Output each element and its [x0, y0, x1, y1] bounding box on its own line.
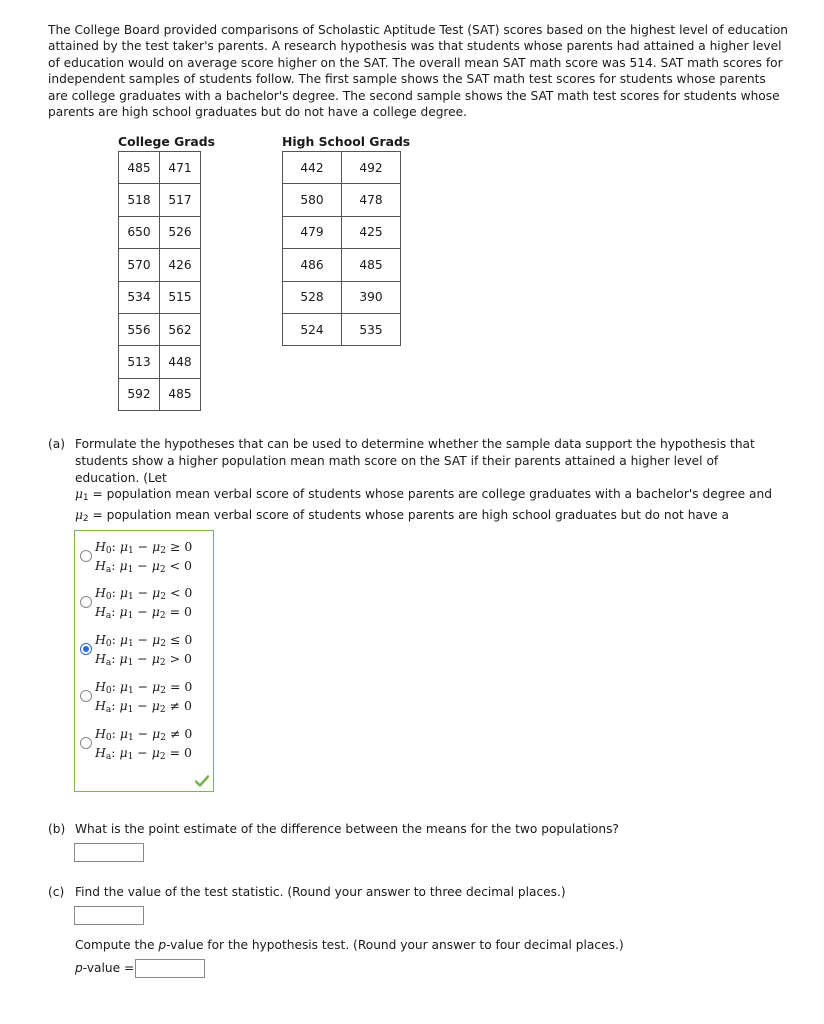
table-cell: 426: [160, 249, 201, 281]
table-cell: 478: [342, 184, 401, 216]
h0-operator: ≤ 0: [169, 632, 193, 647]
test-statistic-input[interactable]: [74, 906, 144, 925]
table-cell: 425: [342, 216, 401, 248]
high-school-grads-title: High School Grads: [282, 134, 411, 149]
point-estimate-input[interactable]: [74, 843, 144, 862]
ha-operator: < 0: [169, 558, 192, 573]
alternative-hypothesis: $H_a$: $\mu_1 - \mu_2 = 0$: [95, 745, 192, 762]
table-cell: 526: [160, 216, 201, 248]
table-cell: 517: [160, 184, 201, 216]
table-cell: 570: [119, 249, 160, 281]
table-cell: 556: [119, 313, 160, 345]
table-row: [283, 249, 401, 281]
high-school-grads-table: [282, 151, 401, 346]
table-cell: 524: [283, 313, 342, 345]
alternative-hypothesis: $H_a$: $\mu_1 - \mu_2 = 0$: [95, 604, 192, 621]
hypothesis-option-3[interactable]: [75, 630, 213, 672]
hypothesis-option-2[interactable]: [75, 583, 213, 625]
part-b-label: (b): [48, 822, 66, 836]
table-cell: 528: [283, 281, 342, 313]
table-cell: 650: [119, 216, 160, 248]
alternative-hypothesis: $H_a$: $\mu_1 - \mu_2 < 0$: [95, 558, 192, 575]
table-cell: 485: [119, 152, 160, 184]
mu1-definition: = population mean verbal score of students whose parents are college graduates with a bachelor's degree and: [88, 487, 772, 502]
table-cell: 534: [119, 281, 160, 313]
table-cell: 492: [342, 152, 401, 184]
part-a-question: (a) Formulate the hypotheses that can be used to determine whether the sample data support the hypothesis that students show a higher population mean math score on the SAT if their parents attained a higher level of education. (Let $\mu_1$ = population mean verbal score of students whose parents are college graduates with a bachelor's degree and $\mu_2$ = population mean verbal score of students whose parents are high school graduates but do not have a: [48, 436, 778, 526]
table-cell: 485: [160, 378, 201, 410]
radio-button[interactable]: [80, 643, 92, 655]
ha-operator: = 0: [169, 745, 192, 760]
table-cell: 515: [160, 281, 201, 313]
ha-operator: > 0: [169, 651, 192, 666]
p-value-label: p-value =: [75, 961, 135, 975]
ha-operator: ≠ 0: [169, 698, 192, 713]
table-row: [283, 216, 401, 248]
part-b-question: [48, 821, 778, 841]
table-row: [119, 313, 201, 345]
null-hypothesis: $H_0$: $\mu_1 - \mu_2 < 0$: [95, 585, 193, 602]
alternative-hypothesis: $H_a$: $\mu_1 - \mu_2 > 0$: [95, 651, 192, 668]
table-cell: 448: [160, 346, 201, 378]
part-a-label: (a): [48, 437, 65, 451]
p-value-input[interactable]: [135, 959, 205, 978]
ha-operator: = 0: [169, 604, 192, 619]
p-value-question-post: -value for the hypothesis test. (Round your answer to four decimal places.): [166, 938, 624, 952]
h0-operator: ≠ 0: [169, 726, 193, 741]
part-a-question-text: Formulate the hypotheses that can be used to determine whether the sample data support the hypothesis that students show a higher population mean math score on the SAT if their parents attained a higher level of education. (Let: [75, 437, 755, 485]
college-grads-table: [118, 151, 201, 411]
radio-button[interactable]: [80, 550, 92, 562]
part-b-question-text: What is the point estimate of the difference between the means for the two populations?: [75, 822, 619, 836]
table-cell: 471: [160, 152, 201, 184]
table-cell: 390: [342, 281, 401, 313]
table-cell: 580: [283, 184, 342, 216]
table-cell: 479: [283, 216, 342, 248]
null-hypothesis: $H_0$: $\mu_1 - \mu_2 \ge 0$: [95, 539, 193, 556]
table-cell: 562: [160, 313, 201, 345]
table-cell: 513: [119, 346, 160, 378]
table-cell: 486: [283, 249, 342, 281]
table-row: [119, 249, 201, 281]
table-row: [283, 152, 401, 184]
null-hypothesis: $H_0$: $\mu_1 - \mu_2 = 0$: [95, 679, 193, 696]
alternative-hypothesis: $H_a$: $\mu_1 - \mu_2 \ne 0$: [95, 698, 192, 715]
p-value-question: Compute the p-value for the hypothesis test. (Round your answer to four decimal places.): [75, 938, 624, 952]
table-row: [119, 184, 201, 216]
college-grads-title: College Grads: [118, 134, 215, 149]
hypothesis-option-4[interactable]: [75, 677, 213, 719]
h0-operator: < 0: [169, 585, 193, 600]
mu2-definition: = population mean verbal score of students whose parents are high school graduates but do not have a: [92, 508, 729, 523]
radio-button[interactable]: [80, 737, 92, 749]
h0-operator: ≥ 0: [169, 539, 193, 554]
table-cell: 518: [119, 184, 160, 216]
table-row: [119, 281, 201, 313]
checkmark-icon: [195, 775, 209, 787]
table-row: [119, 152, 201, 184]
table-row: [283, 184, 401, 216]
table-cell: 592: [119, 378, 160, 410]
hypotheses-choices: [74, 530, 214, 792]
radio-button[interactable]: [80, 690, 92, 702]
table-row: [119, 378, 201, 410]
radio-button[interactable]: [80, 596, 92, 608]
hypothesis-option-1[interactable]: [75, 537, 213, 579]
table-cell: 485: [342, 249, 401, 281]
table-row: [119, 216, 201, 248]
p-value-label-text: -value =: [82, 961, 135, 975]
table-row: [283, 281, 401, 313]
table-row: [119, 346, 201, 378]
table-row: [283, 313, 401, 345]
null-hypothesis: $H_0$: $\mu_1 - \mu_2 \le 0$: [95, 632, 193, 649]
part-c-question: [48, 884, 778, 904]
part-c-label: (c): [48, 885, 65, 899]
table-cell: 535: [342, 313, 401, 345]
h0-operator: = 0: [169, 679, 193, 694]
hypothesis-option-5[interactable]: [75, 724, 213, 766]
null-hypothesis: $H_0$: $\mu_1 - \mu_2 \ne 0$: [95, 726, 193, 743]
table-cell: 442: [283, 152, 342, 184]
problem-intro: The College Board provided comparisons of Scholastic Aptitude Test (SAT) scores based on the highest level of education attained by the test taker's parents. A research hypothesis was that students whose parents had attained a higher level of education would on average score higher on the SAT. The overall mean SAT math score was 514. SAT math scores for independent samples of students follow. The first sample shows the SAT math test scores for students whose parents are college graduates with a bachelor's degree. The second sample shows the SAT math test scores for students whose parents are high school graduates but do not have a college degree.: [48, 23, 789, 120]
p-value-question-pre: Compute the: [75, 938, 159, 952]
part-c-question-text: Find the value of the test statistic. (Round your answer to three decimal places.): [75, 885, 566, 899]
